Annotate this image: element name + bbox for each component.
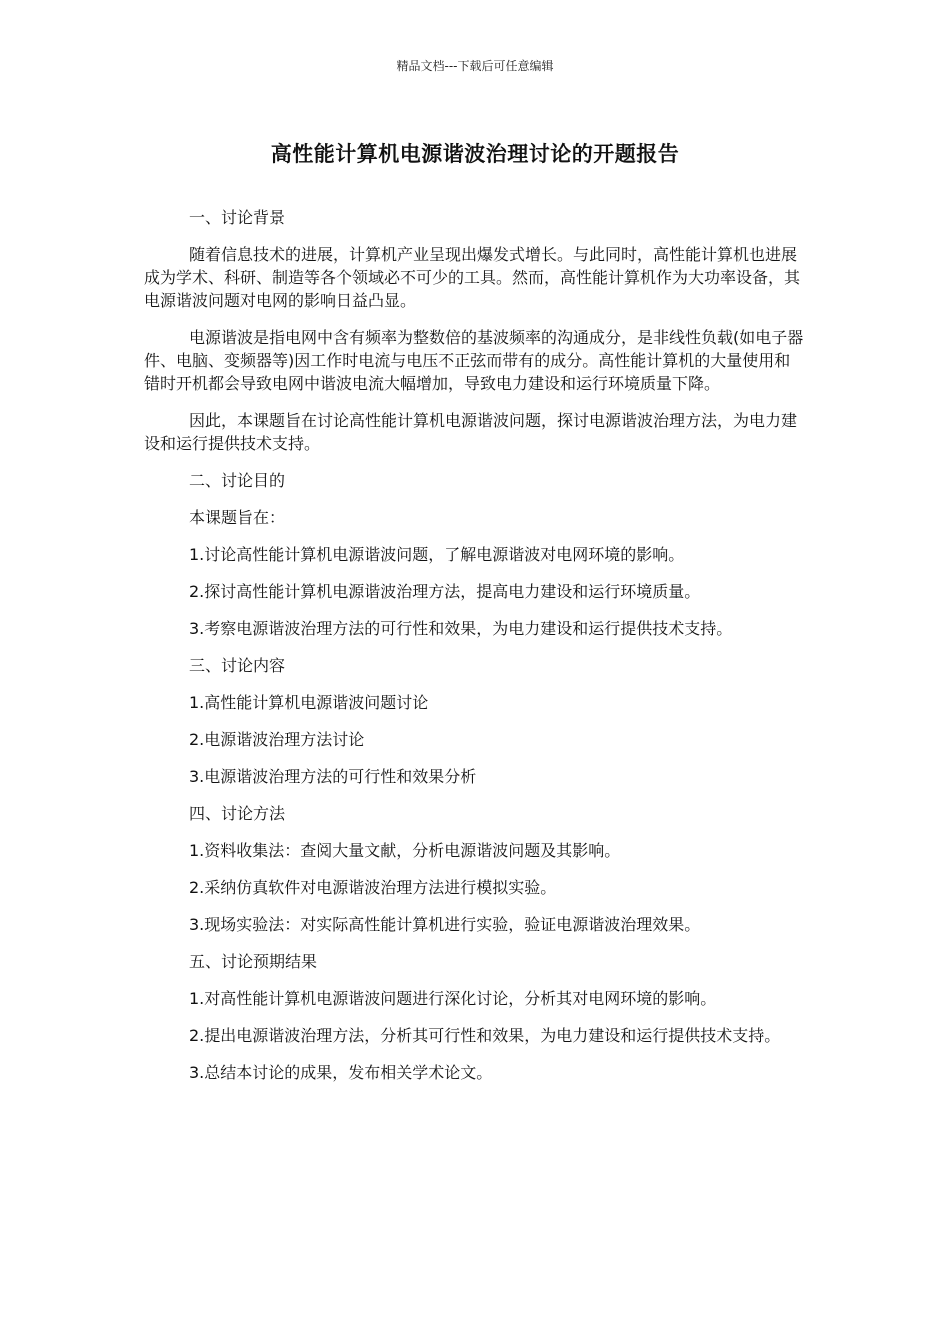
section-heading-methods: 四、讨论方法	[189, 804, 286, 823]
paragraph-background-3: 因此，本课题旨在讨论高性能计算机电源谐波问题，探讨电源谐波治理方法，为电力建设和运行提供技术支持。	[144, 411, 798, 453]
list-item-content-3: 3.电源谐波治理方法的可行性和效果分析	[189, 767, 477, 786]
list-item-results-2: 2.提出电源谐波治理方法，分析其可行性和效果，为电力建设和运行提供技术支持。	[189, 1026, 781, 1045]
list-item-purpose-3: 3.考察电源谐波治理方法的可行性和效果，为电力建设和运行提供技术支持。	[189, 619, 733, 638]
list-item-methods-2: 2.采纳仿真软件对电源谐波治理方法进行模拟实验。	[189, 878, 557, 897]
section-heading-background: 一、讨论背景	[189, 208, 286, 227]
document-title: 高性能计算机电源谐波治理讨论的开题报告	[270, 142, 680, 166]
section-heading-expected-results: 五、讨论预期结果	[189, 952, 318, 971]
header-note: 精品文档---下载后可任意编辑	[396, 59, 554, 73]
paragraph-background-1: 随着信息技术的进展，计算机产业呈现出爆发式增长。与此同时，高性能计算机也进展成为学术、科研、制造等各个领域必不可少的工具。然而，高性能计算机作为大功率设备，其电源谐波问题对电网的影响日益凸显。	[144, 245, 801, 310]
list-item-results-3: 3.总结本讨论的成果，发布相关学术论文。	[189, 1063, 493, 1082]
section-heading-content: 三、讨论内容	[189, 656, 286, 675]
document-body	[144, 206, 806, 1098]
list-item-methods-1: 1.资料收集法：查阅大量文献，分析电源谐波问题及其影响。	[189, 841, 621, 860]
list-item-purpose-1: 1.讨论高性能计算机电源谐波问题，了解电源谐波对电网环境的影响。	[189, 545, 685, 564]
list-item-results-1: 1.对高性能计算机电源谐波问题进行深化讨论，分析其对电网环境的影响。	[189, 989, 717, 1008]
list-item-content-1: 1.高性能计算机电源谐波问题讨论	[189, 693, 429, 712]
list-item-purpose-2: 2.探讨高性能计算机电源谐波治理方法，提高电力建设和运行环境质量。	[189, 582, 701, 601]
paragraph-purpose-intro: 本课题旨在：	[189, 508, 286, 527]
list-item-content-2: 2.电源谐波治理方法讨论	[189, 730, 365, 749]
section-heading-purpose: 二、讨论目的	[189, 471, 286, 490]
paragraph-background-2: 电源谐波是指电网中含有频率为整数倍的基波频率的沟通成分，是非线性负载(如电子器件、电脑、变频器等)因工作时电流与电压不正弦而带有的成分。高性能计算机的大量使用和错时开机都会导致电网中谐波电流大幅增加，导致电力建设和运行环境质量下降。	[144, 328, 804, 393]
list-item-methods-3: 3.现场实验法：对实际高性能计算机进行实验，验证电源谐波治理效果。	[189, 915, 701, 934]
